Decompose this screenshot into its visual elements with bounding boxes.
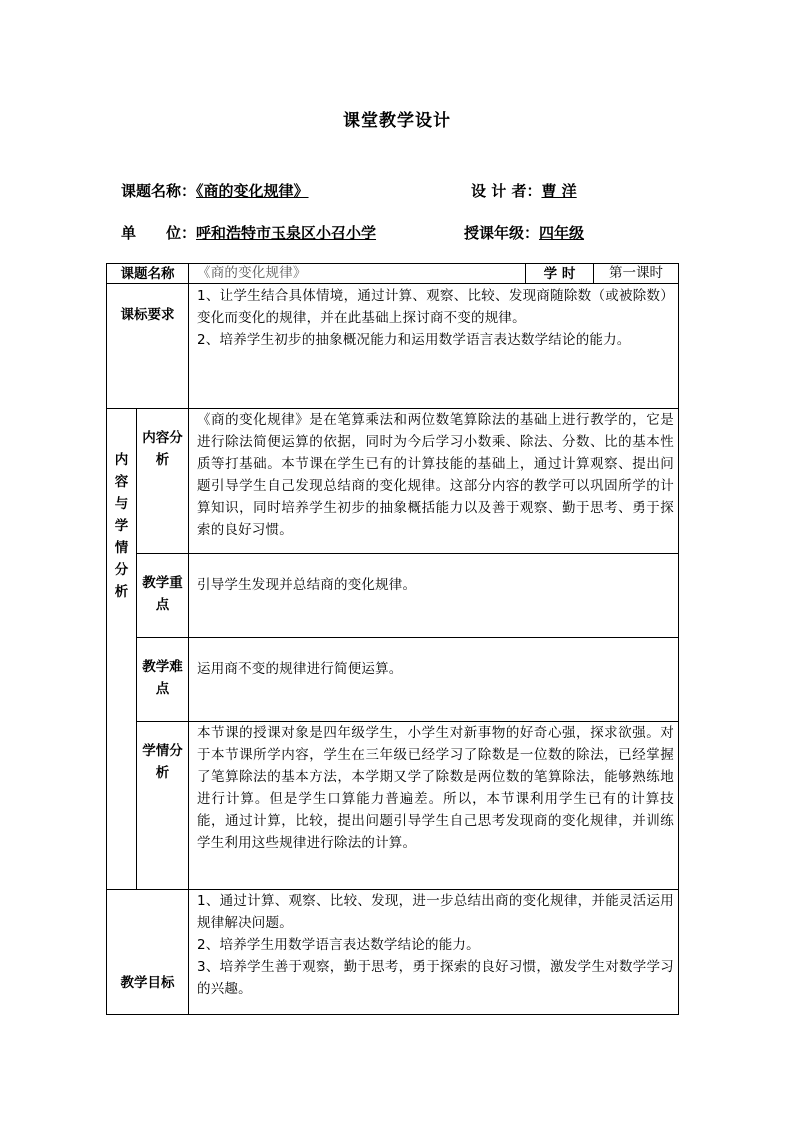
lesson-design-table	[106, 263, 679, 1015]
topic-row	[107, 264, 679, 284]
unit-line	[121, 222, 376, 243]
topic-label: 课题名称：	[121, 182, 197, 200]
objectives-label: 教学目标	[107, 890, 189, 1015]
topic-cell-value: 《商的变化规律》	[189, 264, 526, 284]
designer-value: 曹 洋	[541, 182, 577, 200]
learner-analysis-label: 学情分析	[137, 722, 189, 890]
grade-label: 授课年级：	[464, 224, 540, 242]
standards-row	[107, 284, 679, 409]
analysis-group-label: 内容与学情分析	[107, 409, 137, 890]
key-points-label: 教学重点	[137, 554, 189, 638]
unit-value: 呼和浩特市玉泉区小召小学	[196, 224, 377, 242]
key-points-text: 引导学生发现并总结商的变化规律。	[189, 554, 679, 638]
key-points-row	[107, 554, 679, 638]
grade-line	[464, 222, 584, 243]
content-analysis-text: 《商的变化规律》是在笔算乘法和两位数笔算除法的基础上进行教学的，它是进行除法简便运算的依据，同时为今后学习小数乘、除法、分数、比的基本性质等打基础。本节课在学生已有的计算技能的基础上，通过计算观察、提出问题引导学生自己发现总结商的变化规律。这部分内容的教学可以巩固所学的计算知识，同时培养学生初步的抽象概括能力以及善于观察、勤于思考、勇于探索的良好习惯。	[189, 409, 679, 554]
hours-value: 第一课时	[594, 264, 679, 284]
topic-line	[121, 180, 309, 201]
learner-analysis-text: 本节课的授课对象是四年级学生，小学生对新事物的好奇心强，探求欲强。对于本节课所学内容，学生在三年级已经学习了除数是一位数的除法，已经掌握了笔算除法的基本方法，本学期又学了除数是两位数的笔算除法，能够熟练地进行计算。但是学生口算能力普遍差。所以，本节课利用学生已有的计算技能，通过计算，比较，提出问题引导学生自己思考发现商的变化规律，并训练学生利用这些规律进行除法的计算。	[189, 722, 679, 890]
difficulties-label: 教学难点	[137, 638, 189, 722]
designer-line	[471, 180, 577, 201]
topic-cell-label: 课题名称	[107, 264, 189, 284]
standards-text: 1、让学生结合具体情境，通过计算、观察、比较、发现商随除数（或被除数）变化而变化的规律，并在此基础上探讨商不变的规律。 2、培养学生初步的抽象概况能力和运用数学语言表达数学结论的能力。	[189, 284, 679, 409]
grade-value: 四年级	[539, 224, 585, 242]
designer-label: 设 计 者：	[471, 182, 542, 200]
hours-label: 学 时	[526, 264, 594, 284]
unit-label: 单 位：	[121, 224, 197, 242]
document-title: 课堂教学设计	[343, 111, 451, 131]
learner-analysis-row	[107, 722, 679, 890]
objectives-row	[107, 890, 679, 1015]
standards-label: 课标要求	[107, 284, 189, 409]
content-analysis-label: 内容分析	[137, 409, 189, 554]
difficulties-text: 运用商不变的规律进行简便运算。	[189, 638, 679, 722]
content-analysis-row	[107, 409, 679, 554]
difficulties-row	[107, 638, 679, 722]
objectives-text: 1、通过计算、观察、比较、发现，进一步总结出商的变化规律，并能灵活运用规律解决问题。 2、培养学生用数学语言表达数学结论的能力。 3、培养学生善于观察，勤于思考，勇于探索的良好习惯，激发学生对数学学习的兴趣。	[189, 890, 679, 1015]
topic-value: 《商的变化规律》	[196, 182, 309, 200]
